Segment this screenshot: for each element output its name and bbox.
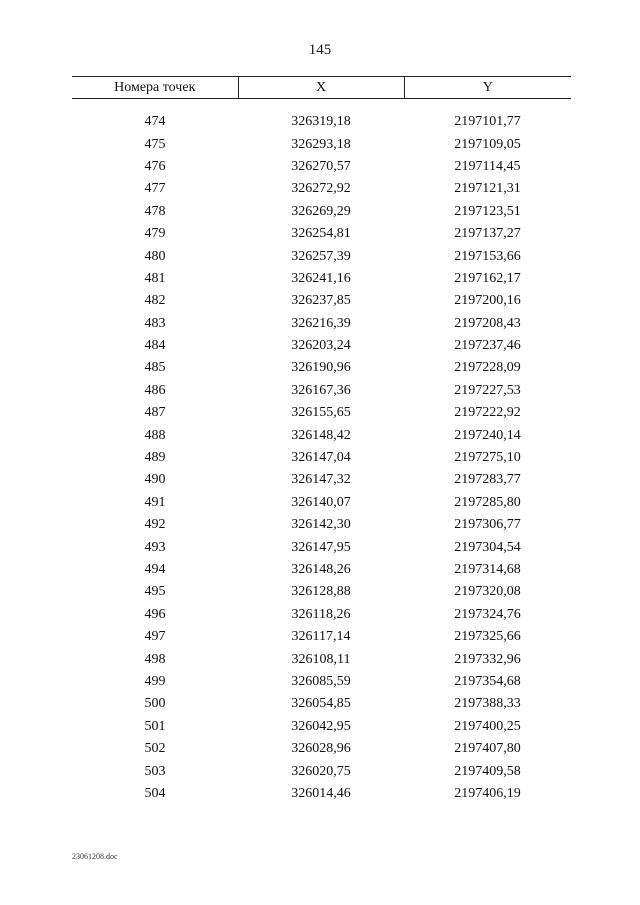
table-row xyxy=(72,447,571,469)
x-cell: 326241,16 xyxy=(291,270,351,286)
table-row xyxy=(72,201,571,223)
y-cell: 2197388,33 xyxy=(454,696,521,712)
y-cell: 2197227,53 xyxy=(454,382,521,398)
point-number-cell: 487 xyxy=(144,405,166,421)
y-cell: 2197354,68 xyxy=(454,673,521,689)
coordinates-table xyxy=(72,76,571,805)
x-cell: 326142,30 xyxy=(291,517,351,533)
table-row xyxy=(72,783,571,805)
table-row xyxy=(72,156,571,178)
table-row xyxy=(72,514,571,536)
x-cell: 326270,57 xyxy=(291,158,351,174)
y-cell: 2197121,31 xyxy=(454,181,521,197)
x-cell: 326319,18 xyxy=(291,114,351,130)
point-number-cell: 476 xyxy=(144,158,166,174)
point-number-cell: 493 xyxy=(144,539,166,555)
column-header-point-number: Номера точек xyxy=(72,77,238,99)
point-number-cell: 504 xyxy=(144,785,166,801)
point-number-cell: 503 xyxy=(144,763,166,779)
table-row xyxy=(72,245,571,267)
x-cell: 326237,85 xyxy=(291,293,351,309)
point-number-cell: 502 xyxy=(144,741,166,757)
y-cell: 2197208,43 xyxy=(454,315,521,331)
table-row xyxy=(72,581,571,603)
y-cell: 2197407,80 xyxy=(454,741,521,757)
y-cell: 2197240,14 xyxy=(454,427,521,443)
y-cell: 2197409,58 xyxy=(454,763,521,779)
table-row xyxy=(72,738,571,760)
y-cell: 2197222,92 xyxy=(454,405,521,421)
table-row xyxy=(72,380,571,402)
y-cell: 2197285,80 xyxy=(454,494,521,510)
table-row xyxy=(72,469,571,491)
column-header-y: Y xyxy=(404,77,571,99)
point-number-cell: 490 xyxy=(144,472,166,488)
point-number-cell: 481 xyxy=(144,270,166,286)
y-cell: 2197137,27 xyxy=(454,226,521,242)
x-cell: 326014,46 xyxy=(291,785,351,801)
point-number-cell: 474 xyxy=(144,114,166,130)
x-cell: 326272,92 xyxy=(291,181,351,197)
point-number-cell: 478 xyxy=(144,203,166,219)
table-header xyxy=(72,77,571,99)
x-cell: 326216,39 xyxy=(291,315,351,331)
point-number-cell: 485 xyxy=(144,360,166,376)
point-number-cell: 499 xyxy=(144,673,166,689)
page-number: 145 xyxy=(308,42,332,58)
point-number-cell: 479 xyxy=(144,226,166,242)
y-cell: 2197320,08 xyxy=(454,584,521,600)
point-number-cell: 484 xyxy=(144,338,166,354)
table-row xyxy=(72,268,571,290)
x-cell: 326155,65 xyxy=(291,405,351,421)
table-row xyxy=(72,671,571,693)
table-body xyxy=(72,99,571,806)
x-cell: 326140,07 xyxy=(291,494,351,510)
x-cell: 326147,95 xyxy=(291,539,351,555)
point-number-cell: 482 xyxy=(144,293,166,309)
point-number-cell: 496 xyxy=(144,606,166,622)
table-row xyxy=(72,290,571,312)
table-row xyxy=(72,693,571,715)
point-number-cell: 480 xyxy=(144,248,166,264)
y-cell: 2197306,77 xyxy=(454,517,521,533)
table-row xyxy=(72,559,571,581)
x-cell: 326167,36 xyxy=(291,382,351,398)
y-cell: 2197400,25 xyxy=(454,718,521,734)
x-cell: 326147,32 xyxy=(291,472,351,488)
y-cell: 2197332,96 xyxy=(454,651,521,667)
point-number-cell: 488 xyxy=(144,427,166,443)
column-header-x: X xyxy=(238,77,404,99)
y-cell: 2197200,16 xyxy=(454,293,521,309)
table-row xyxy=(72,760,571,782)
table-row xyxy=(72,223,571,245)
point-number-cell: 498 xyxy=(144,651,166,667)
x-cell: 326042,95 xyxy=(291,718,351,734)
point-number-cell: 495 xyxy=(144,584,166,600)
y-cell: 2197325,66 xyxy=(454,629,521,645)
y-cell: 2197162,17 xyxy=(454,270,521,286)
y-cell: 2197406,19 xyxy=(454,785,521,801)
point-number-cell: 492 xyxy=(144,517,166,533)
y-cell: 2197101,77 xyxy=(454,114,521,130)
point-number-cell: 477 xyxy=(144,181,166,197)
point-number-cell: 489 xyxy=(144,450,166,466)
point-number-cell: 486 xyxy=(144,382,166,398)
table-spacer-row xyxy=(72,99,571,112)
table-row xyxy=(72,357,571,379)
x-cell: 326117,14 xyxy=(291,629,351,645)
x-cell: 326148,42 xyxy=(291,427,351,443)
point-number-cell: 475 xyxy=(144,136,166,152)
x-cell: 326085,59 xyxy=(291,673,351,689)
x-cell: 326028,96 xyxy=(291,741,351,757)
point-number-cell: 500 xyxy=(144,696,166,712)
x-cell: 326020,75 xyxy=(291,763,351,779)
table-row xyxy=(72,536,571,558)
point-number-cell: 497 xyxy=(144,629,166,645)
table-row xyxy=(72,313,571,335)
x-cell: 326128,88 xyxy=(291,584,351,600)
table-row xyxy=(72,604,571,626)
y-cell: 2197275,10 xyxy=(454,450,521,466)
footer-document-code: 23061208.doc xyxy=(72,852,118,861)
y-cell: 2197153,66 xyxy=(454,248,521,264)
x-cell: 326054,85 xyxy=(291,696,351,712)
x-cell: 326190,96 xyxy=(291,360,351,376)
y-cell: 2197314,68 xyxy=(454,562,521,577)
table-row xyxy=(72,626,571,648)
table-row xyxy=(72,111,571,133)
point-number-cell: 483 xyxy=(144,315,166,331)
y-cell: 2197304,54 xyxy=(454,539,521,555)
x-cell: 326118,26 xyxy=(291,606,351,622)
x-cell: 326293,18 xyxy=(291,136,351,152)
x-cell: 326148,26 xyxy=(291,562,351,577)
point-number-cell: 491 xyxy=(144,494,166,510)
x-cell: 326269,29 xyxy=(291,203,351,219)
table-row xyxy=(72,402,571,424)
table-row xyxy=(72,335,571,357)
point-number-cell: 494 xyxy=(144,562,166,577)
y-cell: 2197237,46 xyxy=(454,338,521,354)
table-row xyxy=(72,133,571,155)
x-cell: 326203,24 xyxy=(291,338,351,354)
y-cell: 2197324,76 xyxy=(454,606,521,622)
y-cell: 2197123,51 xyxy=(454,203,521,219)
table-row xyxy=(72,492,571,514)
table-row xyxy=(72,178,571,200)
table-header-row xyxy=(72,77,571,99)
y-cell: 2197283,77 xyxy=(454,472,521,488)
x-cell: 326254,81 xyxy=(291,226,351,242)
table-row xyxy=(72,716,571,738)
x-cell: 326147,04 xyxy=(291,450,351,466)
x-cell: 326108,11 xyxy=(291,651,351,667)
y-cell: 2197109,05 xyxy=(454,136,521,152)
table-row xyxy=(72,648,571,670)
x-cell: 326257,39 xyxy=(291,248,351,264)
table-row xyxy=(72,424,571,446)
y-cell: 2197228,09 xyxy=(454,360,521,376)
point-number-cell: 501 xyxy=(144,718,166,734)
y-cell: 2197114,45 xyxy=(454,158,521,174)
